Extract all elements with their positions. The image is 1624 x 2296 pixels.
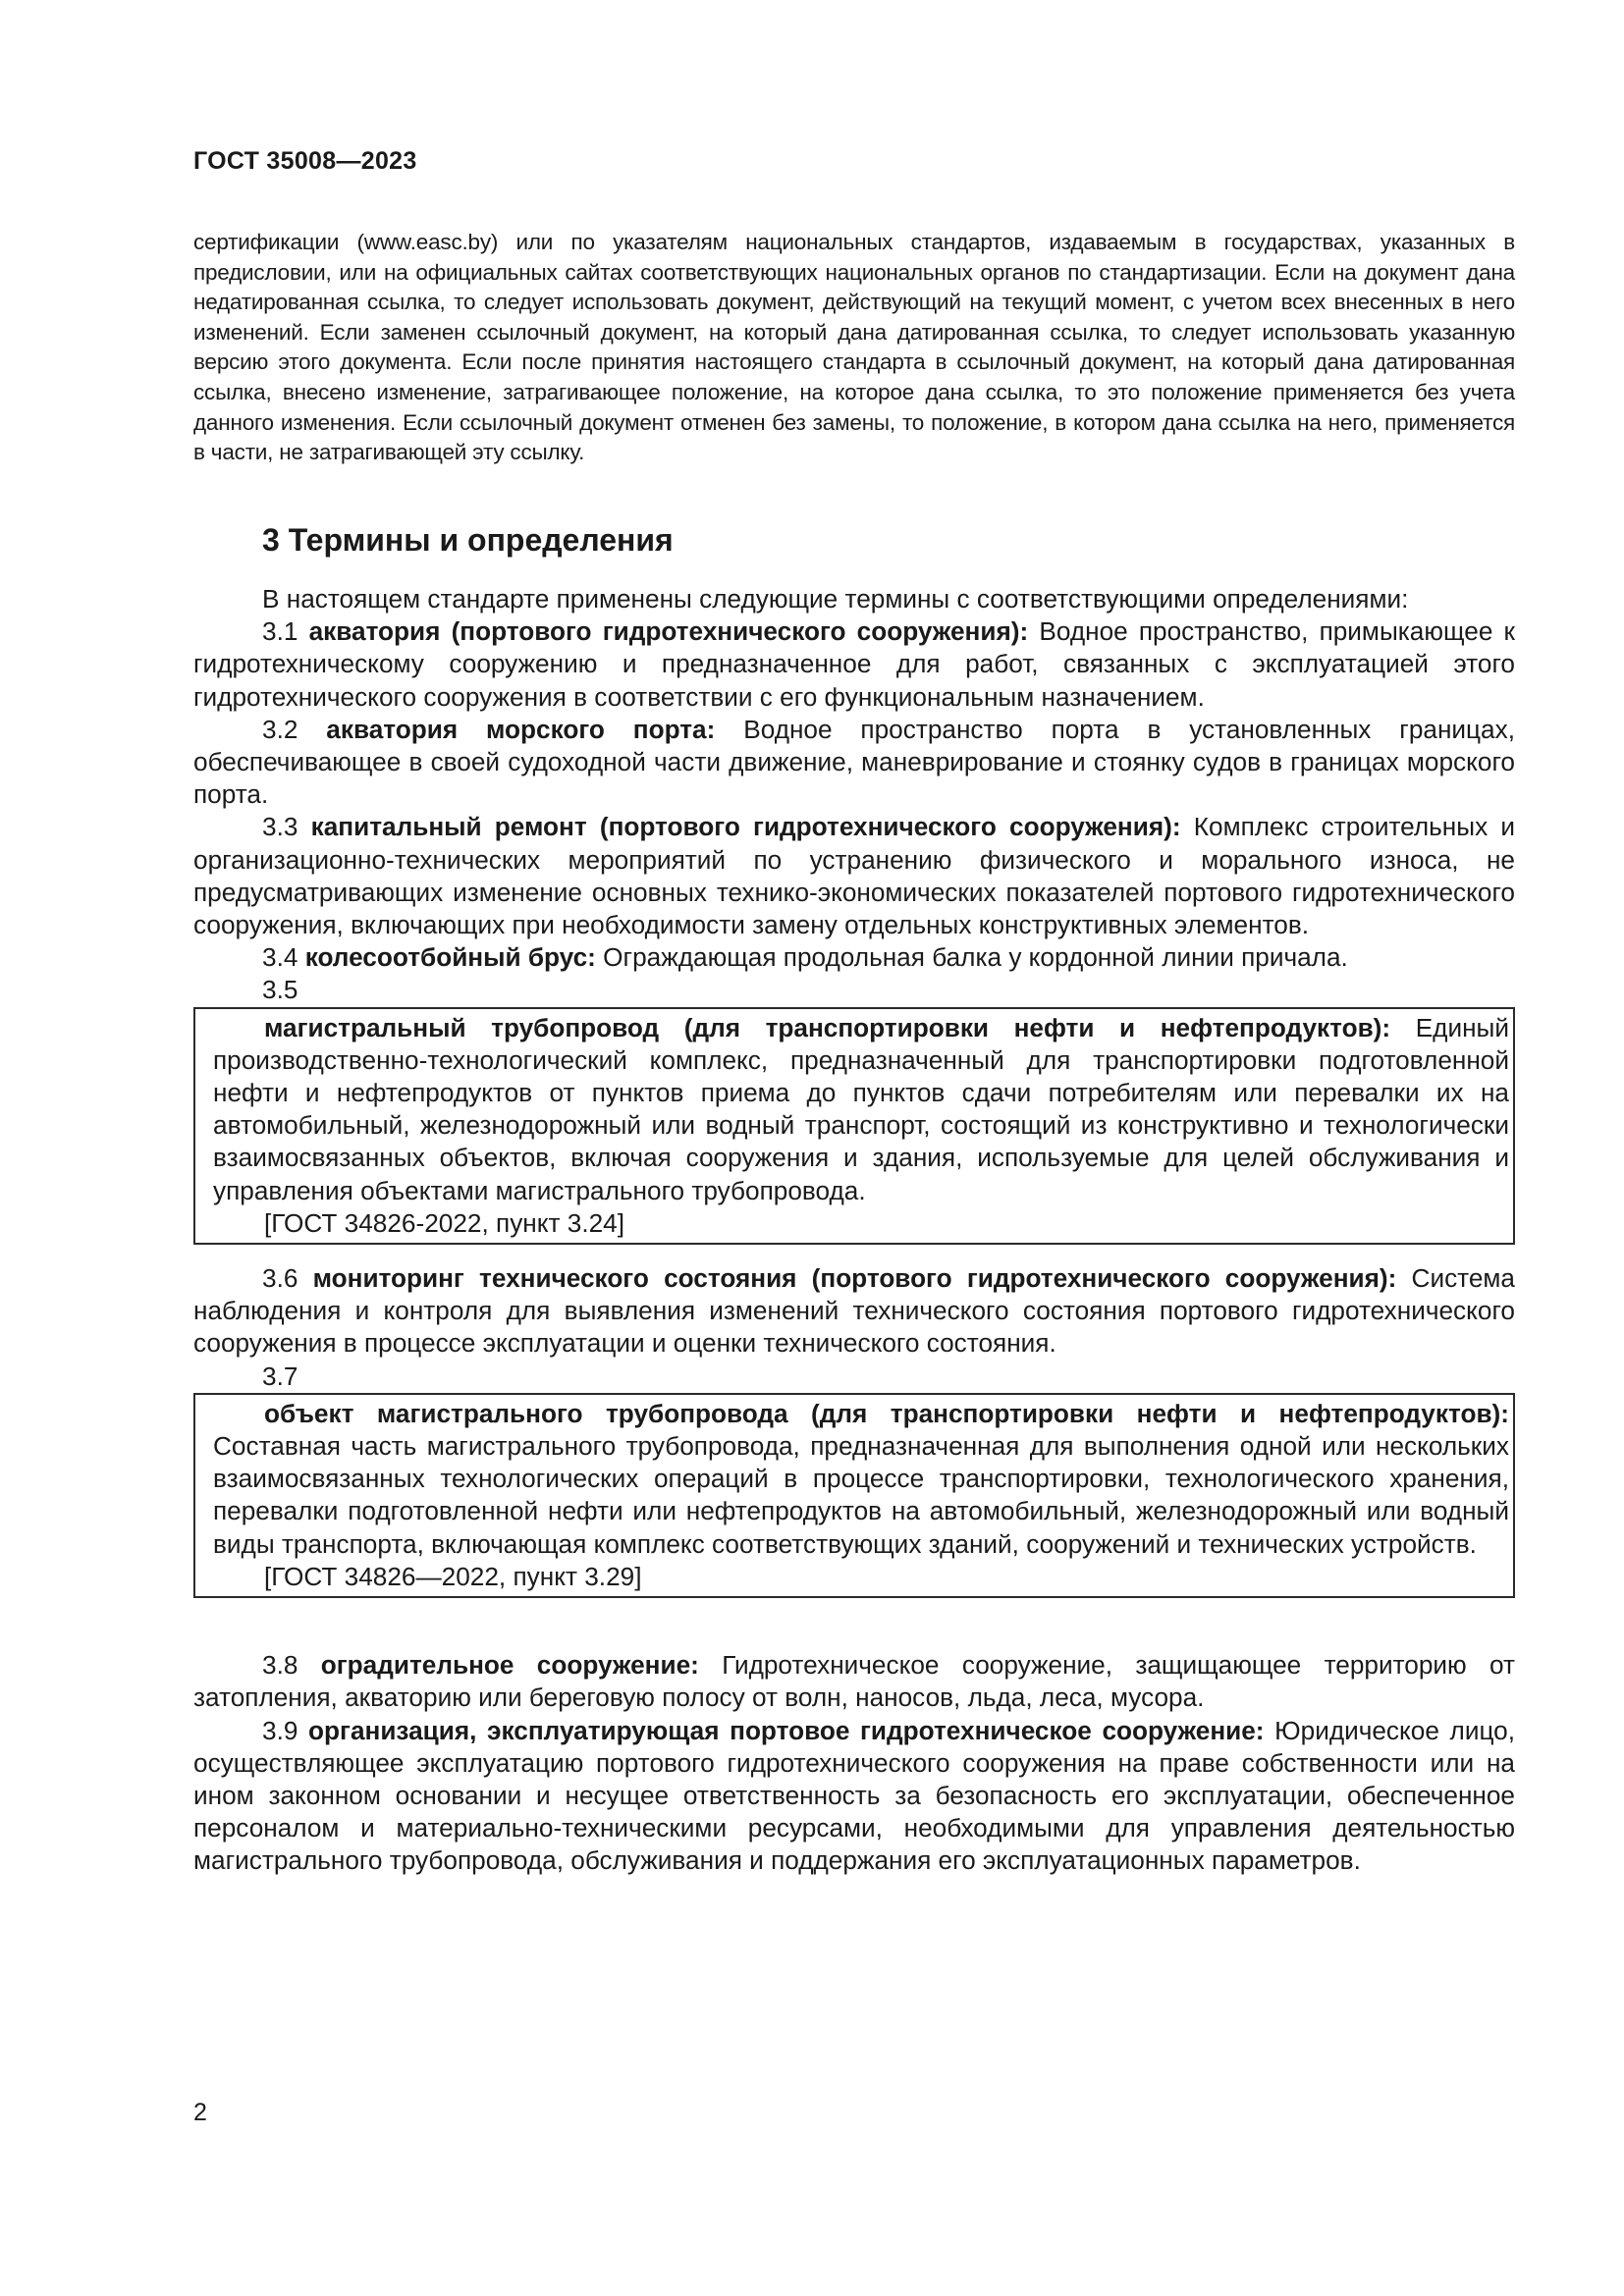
- term-name: капитальный ремонт (портового гидротехнического сооружения):: [310, 812, 1181, 842]
- term-3-5-number: 3.5: [262, 975, 298, 1005]
- section-title: 3 Термины и определения: [262, 522, 674, 558]
- term-3-7: [213, 1398, 1509, 1561]
- term-3-7-number: 3.7: [262, 1361, 298, 1391]
- term-number: 3.6: [262, 1263, 298, 1294]
- term-definition: Ограждающая продольная балка у кордонной линии причала.: [603, 942, 1348, 973]
- term-definition: Юридическое лицо, осуществляющее эксплуатацию портового гидротехнического сооружения на праве собственности или на ином законном основании и несущее ответственность за безопасность его эксплуатации, обеспеченное персоналом и материально-техническими ресурсами, необходимыми для управления деятельностью магистрального трубопровода, обслуживания и поддержания его эксплуатационных параметров.: [193, 1715, 1515, 1876]
- term-number: 3.3: [262, 812, 298, 842]
- spacer: [193, 1598, 1515, 1649]
- term-3-9: [193, 1715, 1515, 1878]
- term-3-3: [193, 811, 1515, 941]
- term-definition: Водное пространство, примыкающее к гидротехническому сооружению и предназначенное для работ, связанных с эксплуатацией этого гидротехнического сооружения в соответствии с его функциональным назначением.: [193, 616, 1516, 712]
- term-3-5: [213, 1012, 1509, 1207]
- term-3-4: [193, 941, 1515, 974]
- term-source: [ГОСТ 34826-2022, пункт 3.24]: [264, 1207, 625, 1238]
- term-number: 3.4: [262, 942, 298, 973]
- term-name: акватория (портового гидротехнического сооружения):: [308, 616, 1029, 647]
- term-3-6: [193, 1262, 1515, 1361]
- term-name: мониторинг технического состояния (портового гидротехнического сооружения):: [312, 1263, 1397, 1294]
- term-definition: Водное пространство порта в установленных границах, обеспечивающее в своей судоходной части движение, маневрирование и стоянку судов в границах морского порта.: [193, 714, 1515, 810]
- term-3-7-box: [193, 1393, 1515, 1598]
- document-header: ГОСТ 35008—2023: [193, 147, 417, 175]
- term-name: акватория морского порта:: [326, 714, 716, 744]
- spacer: [193, 1245, 1515, 1262]
- term-definition: Составная часть магистрального трубопровода, предназначенная для выполнения одной или нескольких взаимосвязанных технологических операций в процессе транспортировки, технологического хранения, перевалки подготовленной нефти или нефтепродуктов на автомобильный, железнодорожный или водный виды транспорта, включающая комплекс соответствующих зданий, сооружений и технических устройств.: [213, 1431, 1509, 1559]
- term-number: 3.9: [262, 1715, 298, 1745]
- term-name: магистральный трубопровод (для транспортировки нефти и нефтепродуктов):: [264, 1012, 1391, 1042]
- term-definition: Гидротехническое сооружение, защищающее территорию от затопления, акваторию или береговую полосу от волн, наносов, льда, леса, мусора.: [193, 1650, 1516, 1713]
- term-number: 3.2: [262, 714, 298, 744]
- term-name: колесоотбойный брус:: [304, 942, 596, 973]
- intro-paragraph: [193, 228, 1515, 468]
- term-definition: Единый производственно-технологический комплекс, предназначенный для транспортировки подготовленной нефти и нефтепродуктов от пунктов приема до пунктов сдачи потребителям или перевалки их на автомобильный, железнодорожный или водный транспорт, состоящий из конструктивно и технологически взаимосвязанных объектов, включая сооружения и здания, используемые для целей обслуживания и управления объектами магистрального трубопровода.: [213, 1012, 1510, 1205]
- term-3-5-box: [193, 1007, 1515, 1245]
- term-name: организация, эксплуатирующая портовое гидротехническое сооружение:: [308, 1715, 1265, 1745]
- term-name: объект магистрального трубопровода (для транспортировки нефти и нефтепродуктов):: [264, 1398, 1509, 1428]
- terms-list: [193, 583, 1515, 1878]
- term-name: оградительное сооружение:: [320, 1650, 699, 1681]
- term-definition: Комплекс строительных и организационно-технических мероприятий по устранению физического и морального износа, не предусматривающих изменение основных технико-экономических показателей портового гидротехнического сооружения, включающих при необходимости замену отдельных конструктивных элементов.: [193, 812, 1515, 940]
- section-lead: В настоящем стандарте применены следующие термины с соответствующими определениями:: [262, 584, 1409, 614]
- intro-text: сертификации (www.easc.by) или по указателям национальных стандартов, издаваемым в государствах, указанных в предисловии, или на официальных сайтах соответствующих национальных органов по стандартизации. Если на документ дана недатированная ссылка, то следует использовать документ, действующий на текущий момент, с учетом всех внесенных в него изменений. Если заменен ссылочный документ, на который дана датированная ссылка, то следует использовать указанную версию этого документа. Если после принятия настоящего стандарта в ссылочный документ, на который дана датированная ссылка, внесено изменение, затрагивающее положение, на которое дана ссылка, то это положение применяется без учета данного изменения. Если ссылочный документ отменен без замены, то положение, в котором дана ссылка на него, применяется в части, не затрагивающей эту ссылку.: [193, 230, 1515, 465]
- term-number: 3.8: [262, 1650, 298, 1681]
- term-source: [ГОСТ 34826—2022, пункт 3.29]: [264, 1561, 642, 1591]
- term-3-2: [193, 714, 1515, 812]
- page-number: 2: [193, 2099, 207, 2126]
- term-number: 3.1: [262, 616, 298, 647]
- term-3-8: [193, 1649, 1515, 1714]
- term-definition: Система наблюдения и контроля для выявления изменений технического состояния портового гидротехнического сооружения в процессе эксплуатации и оценки технического состояния.: [193, 1263, 1515, 1359]
- term-3-1: [193, 615, 1515, 714]
